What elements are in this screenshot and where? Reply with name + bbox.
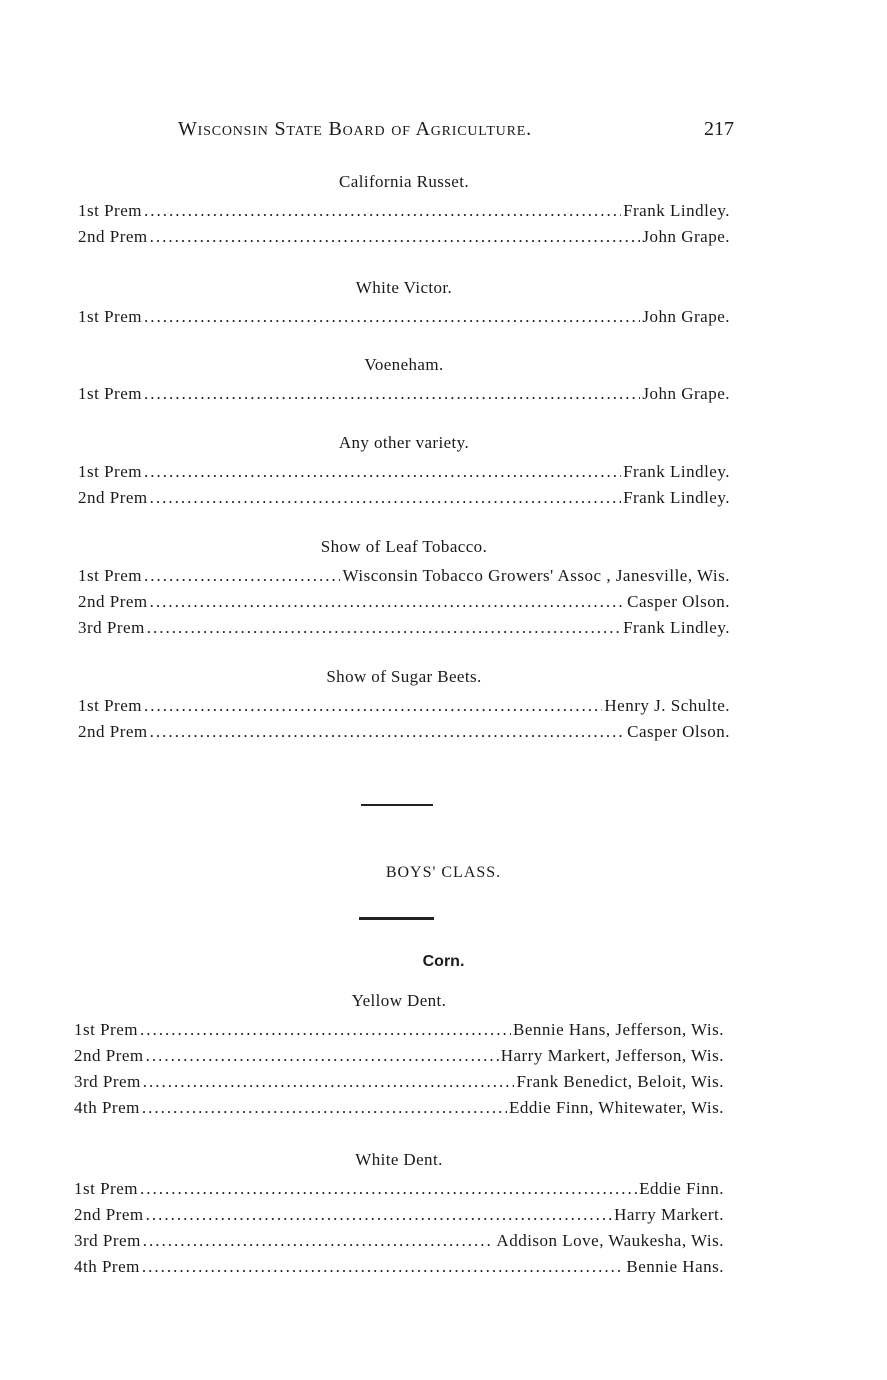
- premium-label: 1st Prem: [78, 307, 142, 326]
- premium-label: 3rd Prem: [78, 618, 145, 637]
- premium-row: [74, 1176, 724, 1202]
- section-white-victor: [78, 276, 730, 330]
- winner-name: Addison Love, Waukesha, Wis.: [496, 1231, 724, 1250]
- dot-leader: [150, 589, 626, 615]
- premium-label: 1st Prem: [74, 1179, 138, 1198]
- winner-name: Frank Lindley.: [623, 488, 730, 507]
- dot-leader: [143, 1069, 515, 1095]
- premium-label: 1st Prem: [78, 384, 142, 403]
- winner-name: John Grape.: [642, 307, 730, 326]
- page-number: 217: [704, 118, 734, 140]
- winner-name: Frank Lindley.: [623, 462, 730, 481]
- premium-row: [74, 1228, 724, 1254]
- premium-row: [78, 304, 730, 330]
- premium-row: [78, 563, 730, 589]
- premium-label: 2nd Prem: [78, 227, 148, 246]
- premium-row: [78, 693, 730, 719]
- premium-label: 2nd Prem: [78, 488, 148, 507]
- premium-label: 4th Prem: [74, 1098, 140, 1117]
- winner-name: Bennie Hans.: [626, 1257, 724, 1276]
- page-header: [178, 118, 738, 144]
- premium-row: [74, 1069, 724, 1095]
- dot-leader: [150, 719, 626, 745]
- premium-label: 2nd Prem: [78, 592, 148, 611]
- premium-label: 2nd Prem: [74, 1205, 144, 1224]
- dot-leader: [150, 224, 641, 250]
- premium-label: 2nd Prem: [74, 1046, 144, 1065]
- section-title: Show of Sugar Beets.: [326, 667, 482, 686]
- section-title: Voeneham.: [364, 355, 444, 374]
- dot-leader: [144, 563, 341, 589]
- winner-name: John Grape.: [642, 227, 730, 246]
- dot-leader: [146, 1202, 612, 1228]
- dot-leader: [144, 381, 640, 407]
- section-voeneham: [78, 353, 730, 407]
- section-yellow-dent: [74, 989, 724, 1121]
- winner-name: Frank Benedict, Beloit, Wis.: [516, 1072, 724, 1091]
- premium-row: [78, 589, 730, 615]
- dot-leader: [140, 1176, 637, 1202]
- corn-heading: Corn.: [422, 953, 465, 970]
- dot-leader: [144, 304, 640, 330]
- section-title: California Russet.: [339, 172, 469, 191]
- premium-row: [78, 719, 730, 745]
- winner-name: Bennie Hans, Jefferson, Wis.: [513, 1020, 724, 1039]
- section-leaf-tobacco: [78, 535, 730, 641]
- winner-name: Henry J. Schulte.: [604, 696, 730, 715]
- section-any-other-variety: [78, 431, 730, 511]
- section-california-russet: [78, 170, 730, 250]
- premium-row: [78, 615, 730, 641]
- boys-class-heading: BOYS' CLASS.: [385, 864, 502, 881]
- dot-leader: [150, 485, 621, 511]
- section-title: White Victor.: [355, 278, 453, 297]
- winner-name: Frank Lindley.: [623, 618, 730, 637]
- premium-label: 2nd Prem: [78, 722, 148, 741]
- premium-row: [78, 459, 730, 485]
- dot-leader: [142, 1095, 507, 1121]
- premium-row: [74, 1043, 724, 1069]
- dot-leader: [144, 459, 621, 485]
- premium-label: 1st Prem: [78, 696, 142, 715]
- premium-row: [74, 1017, 724, 1043]
- section-sugar-beets: [78, 665, 730, 745]
- winner-name: Frank Lindley.: [623, 201, 730, 220]
- dot-leader: [144, 693, 602, 719]
- premium-label: 4th Prem: [74, 1257, 140, 1276]
- winner-name: Harry Markert, Jefferson, Wis.: [500, 1046, 724, 1065]
- section-title: Any other variety.: [338, 433, 470, 452]
- premium-row: [78, 224, 730, 250]
- premium-row: [74, 1202, 724, 1228]
- section-white-dent: [74, 1148, 724, 1280]
- premium-label: 1st Prem: [78, 566, 142, 585]
- section-title: White Dent.: [355, 1150, 443, 1169]
- premium-row: [78, 485, 730, 511]
- dot-leader: [144, 198, 621, 224]
- section-title: Show of Leaf Tobacco.: [320, 537, 488, 556]
- winner-name: Casper Olson.: [627, 592, 730, 611]
- winner-name: Harry Markert.: [614, 1205, 724, 1224]
- premium-row: [74, 1254, 724, 1280]
- premium-label: 3rd Prem: [74, 1072, 141, 1091]
- winner-name: Eddie Finn.: [639, 1179, 724, 1198]
- premium-row: [78, 198, 730, 224]
- winner-name: Casper Olson.: [627, 722, 730, 741]
- dot-leader: [147, 615, 621, 641]
- premium-row: [74, 1095, 724, 1121]
- premium-row: [78, 381, 730, 407]
- winner-name: John Grape.: [642, 384, 730, 403]
- section-divider: [359, 917, 434, 920]
- premium-label: 1st Prem: [78, 462, 142, 481]
- running-head-title: Wisconsin State Board of Agriculture.: [178, 118, 532, 140]
- winner-name: Wisconsin Tobacco Growers' Assoc , Janesville, Wis.: [342, 566, 730, 585]
- winner-name: Eddie Finn, Whitewater, Wis.: [508, 1098, 724, 1117]
- dot-leader: [143, 1228, 495, 1254]
- dot-leader: [140, 1017, 511, 1043]
- dot-leader: [146, 1043, 499, 1069]
- section-title: Yellow Dent.: [351, 991, 447, 1010]
- section-divider: [361, 804, 433, 806]
- premium-label: 1st Prem: [78, 201, 142, 220]
- premium-label: 3rd Prem: [74, 1231, 141, 1250]
- premium-label: 1st Prem: [74, 1020, 138, 1039]
- dot-leader: [142, 1254, 625, 1280]
